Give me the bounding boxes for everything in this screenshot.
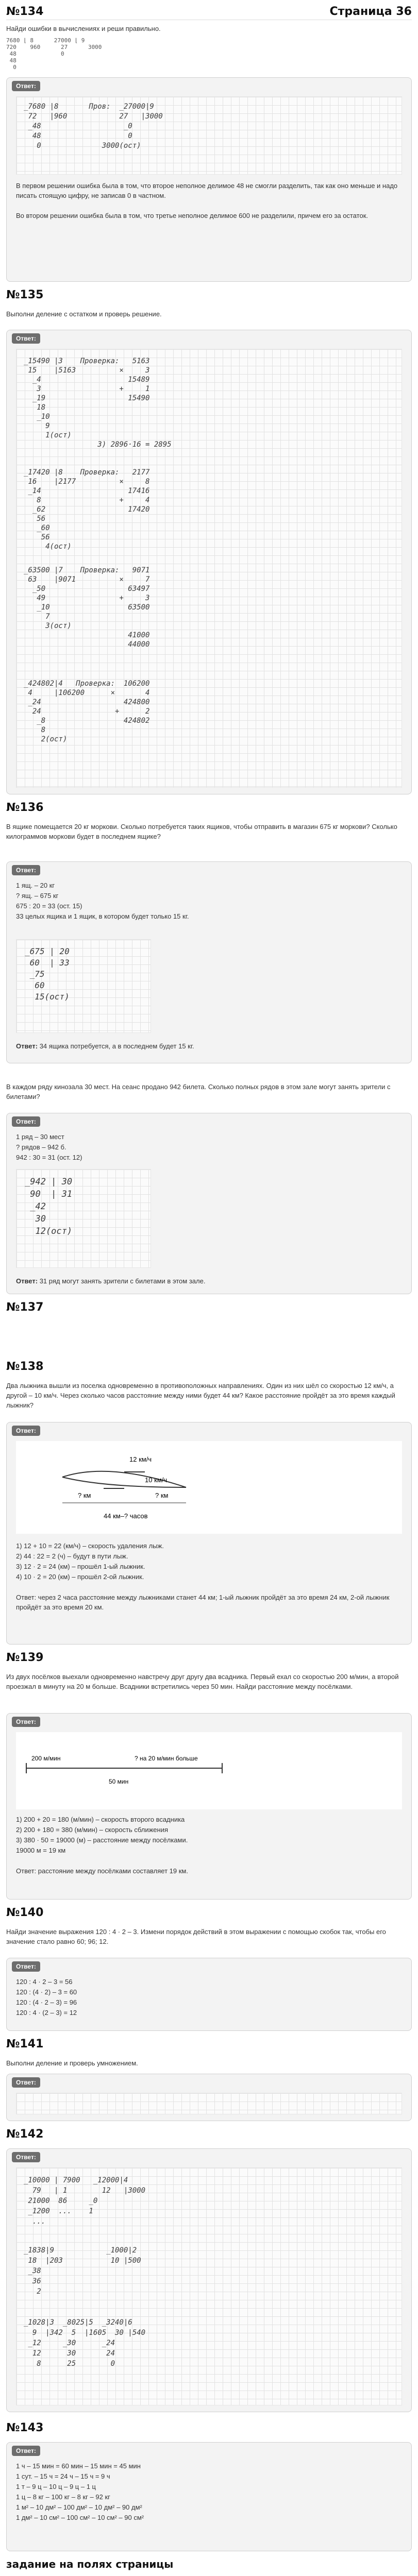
speed-2: ? на 20 м/мин больше [135, 1755, 198, 1762]
task-135-title: №135 [6, 289, 44, 301]
task-138-answer [6, 1422, 412, 1645]
line: ? рядов – 942 б. [16, 1143, 66, 1151]
task-137-title: №137 [6, 1301, 44, 1314]
margin-task-title: задание на полях страницы [6, 2558, 174, 2570]
line: 1 м² – 10 дм² – 100 дм² – 10 дм² – 90 дм² [16, 2503, 142, 2511]
task-134-answer [6, 77, 412, 282]
line: 1 т – 9 ц – 10 ц – 9 ц – 1 ц [16, 2483, 96, 2490]
work-2: _1838|9 _1000|2 18 |203 10 |500 _38 36 2 [24, 2246, 141, 2296]
line: 1) 12 + 10 = 22 (км/ч) – скорость удаления лыж. [16, 1542, 164, 1550]
answer-tag: Ответ: [12, 333, 40, 344]
task-141-answer [6, 2074, 412, 2121]
work-text: _675 | 20 60 | 33 _75 60 15(ост) [25, 946, 70, 1002]
task-135-answer [6, 330, 412, 794]
line: 1) 200 + 20 = 180 (м/мин) – скорость второго всадника [16, 1816, 185, 1823]
speed-1: 12 км/ч [129, 1455, 152, 1463]
answer-line: Ответ: 31 ряд могут занять зрители с билетами в этом зале. [16, 1277, 206, 1285]
line: 120 : (4 · 2) – 3 = 60 [16, 1988, 77, 1996]
task-139-title: №139 [6, 1651, 44, 1664]
line: ? ящ. – 675 кг [16, 892, 59, 900]
task-135-prompt: Выполни деление с остатком и проверь решение. [6, 310, 162, 318]
diagram [16, 1732, 402, 1809]
answer-line: Ответ: 34 ящика потребуется, а в последнем будет 15 кг. [16, 1042, 194, 1050]
task-142-title: №142 [6, 2128, 44, 2141]
answer-tag: Ответ: [12, 81, 40, 91]
line: 2) 44 : 22 = 2 (ч) – будут в пути лыж. [16, 1552, 128, 1560]
line: 19000 м = 19 км [16, 1846, 66, 1854]
task-140-title: №140 [6, 1906, 44, 1919]
diagram [16, 1441, 402, 1534]
task-134-printed: 7680 ⌊ 8 27000 ⌊ 9 720 960 27 3000 48 0 48 0 [6, 37, 102, 71]
task-140-prompt: Найди значение выражения 120 : 4 · 2 – 3. Измени порядок действий в этом выражении с помощью скобок так, чтобы его значение стало равно 60; 96; 12. [6, 1928, 386, 1945]
task-138-title: №138 [6, 1360, 44, 1373]
page-label: Страница 36 [329, 5, 412, 18]
handwritten-work [16, 1169, 151, 1268]
line: 120 : 4 · 2 – 3 = 56 [16, 1978, 73, 1986]
total-dist: 44 км–? часов [104, 1512, 148, 1520]
line: 942 : 30 = 31 (ост. 12) [16, 1154, 82, 1161]
right-dist: ? км [155, 1492, 169, 1499]
line: 1 ч – 15 мин = 60 мин – 15 мин = 45 мин [16, 2462, 141, 2470]
work-3: _63500 |7 Проверка: 9071 63 |9071 × 7 _50 63497 49 + 3 _10 63500 7 3(ост) 41000 44000 [24, 566, 150, 649]
line: 3) 380 · 50 = 19000 (м) – расстояние между посёлками. [16, 1836, 188, 1844]
answer-tag: Ответ: [12, 1116, 40, 1127]
line: 1 ряд – 30 мест [16, 1133, 64, 1141]
answer-line: Ответ: через 2 часа расстояние между лыжниками станет 44 км; 1-ый лыжник пройдёт за это время 24 км, 2-ой лыжник пройдёт за это время 20 км. [16, 1594, 390, 1611]
work-text: _942 | 30 90 | 31 _42 30 12(ост) [25, 1177, 73, 1236]
task-139-prompt: Из двух посёлков выехали одновременно навстречу друг другу два всадника. Первый ехал со скоростью 200 м/мин, а второй проезжал в минуту на 20 м больше. Всадники встретились через 50 мин. Найди расстояние между посёлками. [6, 1673, 399, 1690]
task-141-title: №141 [6, 2038, 44, 2050]
task-141-prompt: Выполни деление и проверь умножением. [6, 2059, 138, 2067]
task-136b-prompt: В каждом ряду кинозала 30 мест. На сеанс продано 942 билета. Сколько полных рядов в этом зале могут занять зрители с билетами? [6, 1083, 391, 1100]
line: 33 целых ящика и 1 ящик, в котором будет только 15 кг. [16, 912, 189, 920]
task-134-prompt: Найди ошибки в вычислениях и реши правильно. [6, 25, 161, 32]
answer-tag: Ответ: [12, 1961, 40, 1972]
task-136-answer [6, 861, 412, 1063]
work-1: _10000 | 7900 _12000|4 79 | 1 12 |3000 21000 86 _0 _1200 ... 1 ... [24, 2176, 146, 2226]
line: 1 ящ. – 20 кг [16, 882, 55, 889]
explanation-2: Во втором решении ошибка была в том, что третье неполное делимое 600 не разделили, причем его за остаток. [16, 212, 369, 219]
line: 1 сут. – 15 ч = 24 ч – 15 ч = 9 ч [16, 2472, 110, 2480]
motion-diagram [16, 1441, 232, 1534]
handwritten-work [16, 2167, 402, 2405]
line: 4) 10 · 2 = 20 (км) – прошёл 2-ой лыжник. [16, 1573, 144, 1581]
answer-tag: Ответ: [12, 865, 40, 875]
work-2: _17420 |8 Проверка: 2177 16 |2177 × 8 _14 17416 8 + 4 _62 17420 56 _60 56 4(ост) [24, 468, 150, 551]
task-140-answer [6, 1958, 412, 2031]
answer-tag: Ответ: [12, 2152, 40, 2162]
speed-2: 10 км/ч [145, 1476, 168, 1484]
line: 675 : 20 = 33 (ост. 15) [16, 902, 82, 910]
handwritten-work [16, 96, 402, 175]
handwritten-work [16, 349, 402, 788]
work-text: _7680 |8 Пров: _27000|9 72 |960 27 |3000 _48 _0 48 0 0 3000(ост) [24, 103, 163, 150]
explanation-1: В первом решении ошибка была в том, что второе неполное делимое 48 не смогли разделить, так как оно меньше и надо писать стоящую цифру, не записав 0 в частном. [16, 182, 398, 199]
answer-tag: Ответ: [12, 2446, 40, 2456]
speed-1: 200 м/мин [31, 1755, 61, 1762]
answer-tag: Ответ: [12, 1426, 40, 1436]
answer-line: Ответ: расстояние между посёлками составляет 19 км. [16, 1867, 188, 1875]
task-143-answer [6, 2442, 412, 2551]
work-1: _15490 |3 Проверка: 5163 15 |5163 × 3 _4 15489 3 + 1 _19 15490 18 _10 9 1(ост) 3) 2896·16 = 2895 [24, 357, 172, 449]
work-4: _424802|4 Проверка: 106200 4 |106200 × 4 _24 424800 24 + 2 _8 424802 8 2(ост) [24, 680, 150, 743]
handwritten-work [16, 2093, 402, 2114]
answer-tag: Ответ: [12, 2077, 40, 2088]
line: 1 ц – 8 кг – 100 кг – 8 кг – 92 кг [16, 2493, 110, 2501]
line: 1 дм² – 10 см² – 100 см² – 10 см² – 90 см² [16, 2514, 144, 2521]
task-143-title: №143 [6, 2421, 44, 2434]
task-139-answer [6, 1713, 412, 1900]
task-136-title: №136 [6, 801, 44, 814]
line: 120 : 4 · (2 – 3) = 12 [16, 2009, 77, 2016]
line: 120 : (4 · 2 – 3) = 96 [16, 1998, 77, 2006]
meeting-diagram [16, 1732, 232, 1809]
line: 3) 12 · 2 = 24 (км) – прошёл 1-ый лыжник. [16, 1563, 145, 1570]
meet-time: 50 мин [109, 1778, 129, 1785]
handwritten-work [16, 939, 151, 1033]
work-3: _1028|3 _8025|5 _3240|6 9 |342 5 |1605 30 |540 _12 _30 _24 12 30 24 8 25 0 [24, 2318, 146, 2368]
task-136-prompt: В ящике помещается 20 кг моркови. Сколько потребуется таких ящиков, чтобы отправить в магазин 675 кг моркови? Сколько килограммов моркови будет в последнем ящике? [6, 823, 397, 840]
task-number: №134 [6, 5, 44, 18]
line: 2) 200 + 180 = 380 (м/мин) – скорость сближения [16, 1826, 169, 1834]
task-142-answer [6, 2148, 412, 2412]
task-136b-answer [6, 1113, 412, 1294]
answer-tag: Ответ: [12, 1717, 40, 1727]
left-dist: ? км [78, 1492, 91, 1499]
page-header [6, 3, 412, 20]
task-138-prompt: Два лыжника вышли из поселка одновременно в противоположных направлениях. Один из них шёл со скоростью 12 км/ч, а другой – 10 км/ч. Через сколько часов расстояние между ними будет 44 км? Какое расстояние пройдёт за это время каждый лыжник? [6, 1382, 395, 1409]
